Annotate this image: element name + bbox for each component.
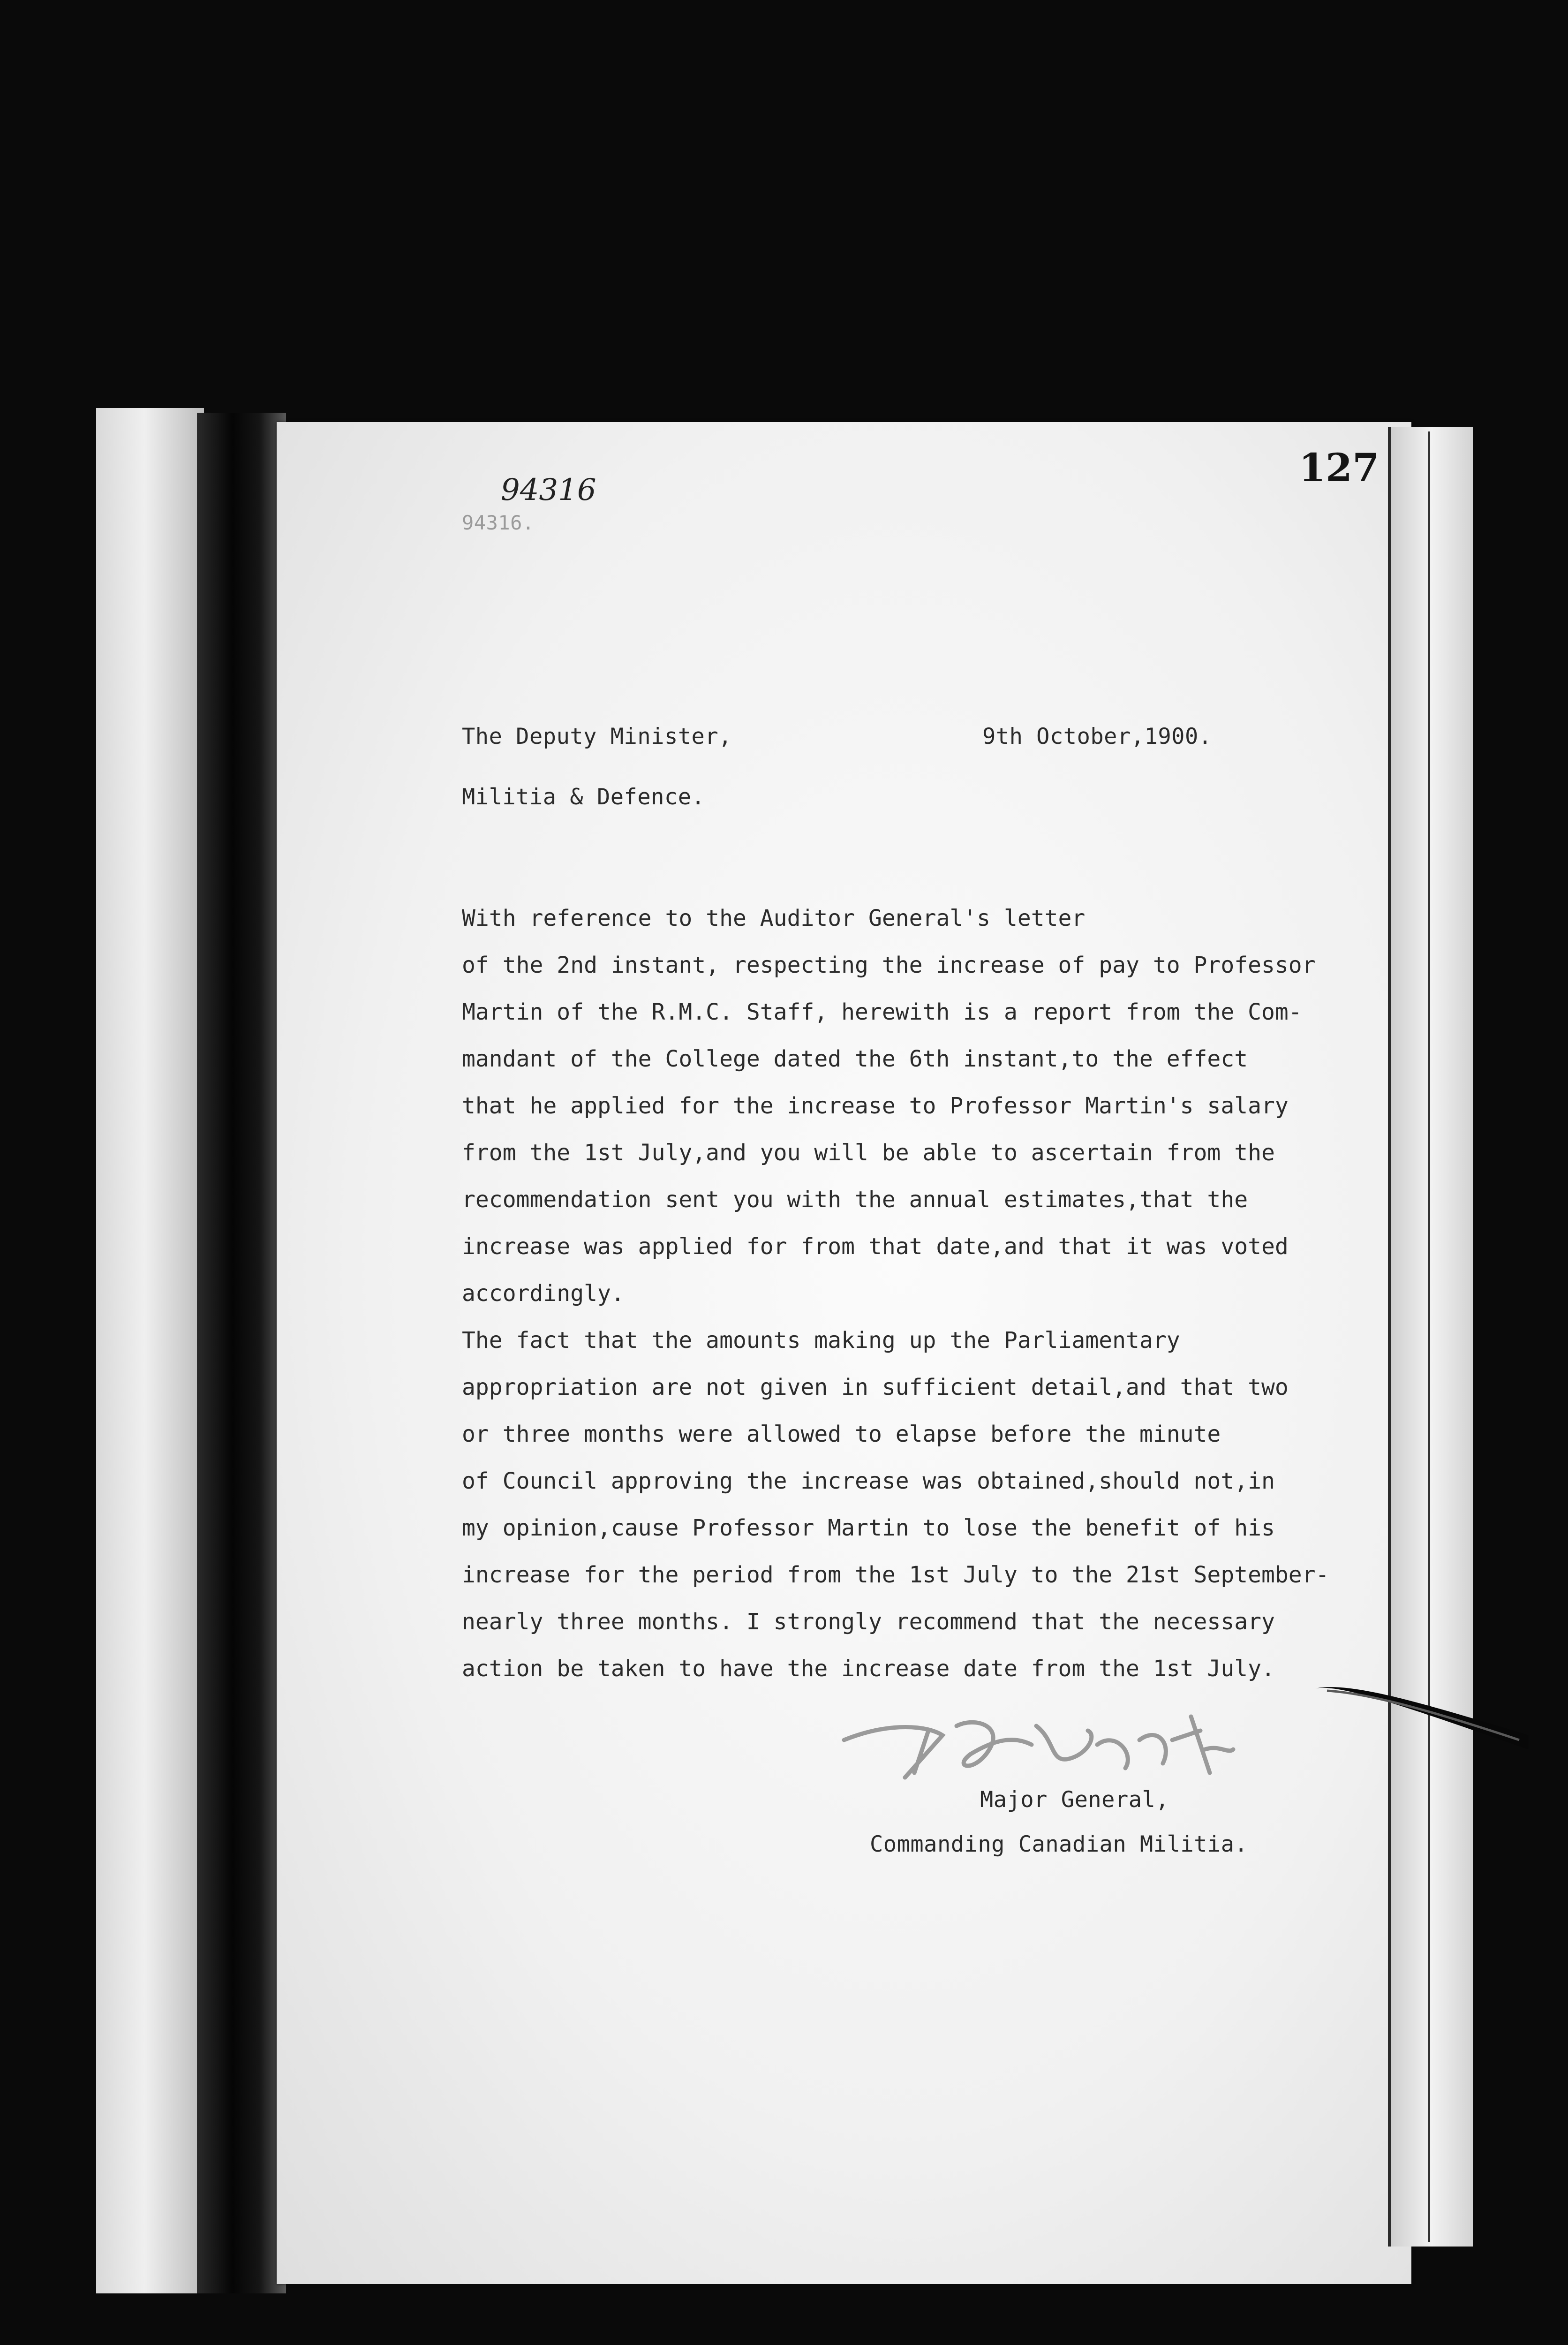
body-line: The fact that the amounts making up the Parliamentary <box>462 1327 1180 1354</box>
body-line: of the 2nd instant, respecting the increase of pay to Professor <box>462 952 1316 978</box>
sheet-edge-line <box>1428 431 1430 2242</box>
pen-pointer <box>1313 1679 1529 1754</box>
addressee-line: The Deputy Minister, <box>462 724 732 749</box>
body-line: increase was applied for from that date,and that it was voted <box>462 1233 1289 1260</box>
body-line: recommendation sent you with the annual estimates,that the <box>462 1187 1248 1213</box>
body-line: appropriation are not given in sufficient detail,and that two <box>462 1374 1289 1400</box>
body-line: Martin of the R.M.C. Staff, herewith is a report from the Com- <box>462 999 1302 1025</box>
body-line: of Council approving the increase was obtained,should not,in <box>462 1468 1275 1494</box>
handwritten-signature <box>835 1698 1238 1787</box>
file-number-typed: 94316. <box>462 511 535 534</box>
body-line: that he applied for the increase to Professor Martin's salary <box>462 1093 1289 1119</box>
body-line: from the 1st July,and you will be able to ascertain from the <box>462 1140 1275 1166</box>
body-line: my opinion,cause Professor Martin to lose the benefit of his <box>462 1515 1275 1541</box>
previous-sheet-edge <box>96 408 204 2293</box>
body-line: or three months were allowed to elapse before the minute <box>462 1421 1221 1447</box>
body-line: mandant of the College dated the 6th instant,to the effect <box>462 1046 1248 1072</box>
addressee-department: Militia & Defence. <box>462 784 705 810</box>
body-line: nearly three months. I strongly recommend that the necessary <box>462 1609 1275 1635</box>
page-number: 127 <box>1299 446 1380 491</box>
signature-title: Commanding Canadian Militia. <box>870 1831 1248 1857</box>
body-line: With reference to the Auditor General's letter <box>462 905 1086 931</box>
body-line: accordingly. <box>462 1280 625 1307</box>
file-number-handwritten: 94316 <box>501 473 596 507</box>
signature-scribble <box>835 1698 1238 1787</box>
body-line: increase for the period from the 1st July to the 21st September- <box>462 1562 1329 1588</box>
next-sheet-edge <box>1388 427 1473 2247</box>
letter-date: 9th October,1900. <box>982 724 1212 749</box>
binding-shadow <box>197 413 286 2293</box>
signature-rank: Major General, <box>980 1787 1169 1813</box>
body-line: action be taken to have the increase date from the 1st July. <box>462 1656 1275 1682</box>
